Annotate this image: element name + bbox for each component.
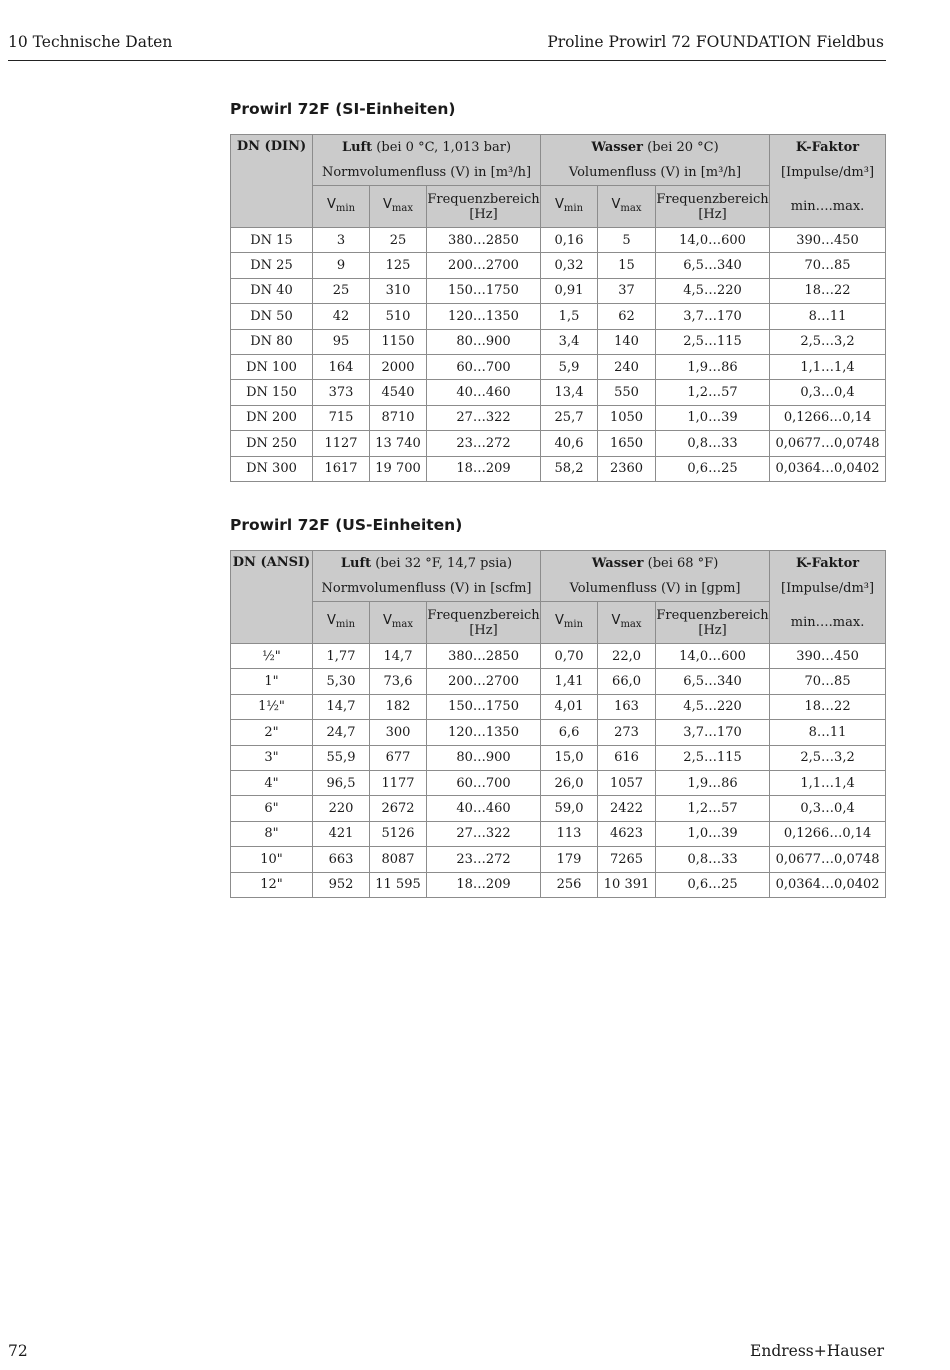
air-vmax-header: $V_{max}$ <box>370 602 427 644</box>
k-factor-cell: 18…22 <box>770 694 886 719</box>
table-row <box>231 304 886 329</box>
water-vmax-cell: 37 <box>598 278 656 303</box>
air-flow-unit-label: Normvolumenfluss (V) in [scfm] <box>313 576 541 602</box>
water-vmin-cell: 26,0 <box>541 770 598 795</box>
table-row <box>231 228 886 253</box>
water-vmax-cell: 273 <box>598 720 656 745</box>
us-table-title: Prowirl 72F (US-Einheiten) <box>230 516 463 534</box>
col-header-air: Luft (bei 32 °F, 14,7 psia) <box>313 551 541 577</box>
air-frequency-cell: 40…460 <box>427 796 541 821</box>
water-vmax-cell: 1650 <box>598 431 656 456</box>
air-vmax-cell: 11 595 <box>370 872 427 897</box>
col-header-k-factor: K-Faktor <box>770 135 886 161</box>
air-vmax-cell: 677 <box>370 745 427 770</box>
air-vmin-cell: 96,5 <box>313 770 370 795</box>
water-frequency-cell: 1,2…57 <box>656 380 770 405</box>
water-frequency-header: Frequenzbereich [Hz] <box>656 602 770 644</box>
k-factor-cell: 70…85 <box>770 669 886 694</box>
air-vmin-cell: 95 <box>313 329 370 354</box>
water-vmin-cell: 0,91 <box>541 278 598 303</box>
water-vmax-cell: 4623 <box>598 821 656 846</box>
col-header-k-factor: K-Faktor <box>770 551 886 577</box>
dn-cell: 6" <box>231 796 313 821</box>
k-factor-cell: 0,1266…0,14 <box>770 405 886 430</box>
k-factor-cell: 8…11 <box>770 720 886 745</box>
table-row <box>231 669 886 694</box>
air-frequency-cell: 27…322 <box>427 405 541 430</box>
water-vmax-cell: 62 <box>598 304 656 329</box>
water-frequency-cell: 6,5…340 <box>656 253 770 278</box>
k-factor-unit-label: [Impulse/dm³] <box>770 160 886 186</box>
air-frequency-cell: 120…1350 <box>427 720 541 745</box>
k-factor-cell: 390…450 <box>770 644 886 669</box>
si-table-title: Prowirl 72F (SI-Einheiten) <box>230 100 456 118</box>
air-vmin-cell: 715 <box>313 405 370 430</box>
k-factor-cell: 2,5…3,2 <box>770 745 886 770</box>
table-row <box>231 253 886 278</box>
water-frequency-cell: 4,5…220 <box>656 278 770 303</box>
air-vmin-cell: 5,30 <box>313 669 370 694</box>
air-frequency-header: Frequenzbereich [Hz] <box>427 602 541 644</box>
water-frequency-cell: 14,0…600 <box>656 644 770 669</box>
col-header-water: Wasser (bei 20 °C) <box>541 135 770 161</box>
col-header-dn: DN (ANSI) <box>231 551 313 644</box>
water-vmax-cell: 550 <box>598 380 656 405</box>
water-vmin-cell: 3,4 <box>541 329 598 354</box>
air-vmin-cell: 1127 <box>313 431 370 456</box>
air-vmin-header: $V_{min}$ <box>313 186 370 228</box>
air-vmin-cell: 55,9 <box>313 745 370 770</box>
air-frequency-cell: 200…2700 <box>427 669 541 694</box>
water-vmax-header: $V_{max}$ <box>598 602 656 644</box>
k-factor-unit-label: [Impulse/dm³] <box>770 576 886 602</box>
water-vmin-cell: 113 <box>541 821 598 846</box>
brand-name: Endress+Hauser <box>750 1342 884 1360</box>
air-vmax-cell: 300 <box>370 720 427 745</box>
water-frequency-cell: 0,8…33 <box>656 847 770 872</box>
air-frequency-cell: 18…209 <box>427 456 541 481</box>
air-vmax-cell: 5126 <box>370 821 427 846</box>
air-vmin-cell: 1,77 <box>313 644 370 669</box>
water-vmax-cell: 163 <box>598 694 656 719</box>
water-frequency-cell: 0,6…25 <box>656 456 770 481</box>
air-frequency-cell: 380…2850 <box>427 228 541 253</box>
si-units-table <box>230 134 886 482</box>
air-frequency-cell: 60…700 <box>427 354 541 379</box>
table-row <box>231 354 886 379</box>
water-vmin-header: $V_{min}$ <box>541 602 598 644</box>
air-vmax-header: $V_{max}$ <box>370 186 427 228</box>
k-factor-range-header: min….max. <box>770 602 886 644</box>
k-factor-cell: 390…450 <box>770 228 886 253</box>
air-vmax-cell: 14,7 <box>370 644 427 669</box>
air-frequency-cell: 27…322 <box>427 821 541 846</box>
water-vmin-cell: 0,16 <box>541 228 598 253</box>
k-factor-cell: 0,0677…0,0748 <box>770 431 886 456</box>
water-vmax-header: $V_{max}$ <box>598 186 656 228</box>
water-vmin-cell: 15,0 <box>541 745 598 770</box>
water-vmin-cell: 1,5 <box>541 304 598 329</box>
water-frequency-cell: 1,9…86 <box>656 770 770 795</box>
header-divider <box>8 60 886 61</box>
dn-cell: 1½" <box>231 694 313 719</box>
air-vmax-cell: 1150 <box>370 329 427 354</box>
table-row <box>231 405 886 430</box>
water-vmin-cell: 4,01 <box>541 694 598 719</box>
dn-cell: DN 250 <box>231 431 313 456</box>
water-flow-unit-label: Volumenfluss (V) in [m³/h] <box>541 160 770 186</box>
air-vmin-cell: 42 <box>313 304 370 329</box>
air-vmax-cell: 8087 <box>370 847 427 872</box>
air-vmax-cell: 8710 <box>370 405 427 430</box>
water-vmin-cell: 58,2 <box>541 456 598 481</box>
dn-cell: 2" <box>231 720 313 745</box>
water-vmax-cell: 22,0 <box>598 644 656 669</box>
k-factor-cell: 0,1266…0,14 <box>770 821 886 846</box>
water-vmin-cell: 1,41 <box>541 669 598 694</box>
air-vmax-cell: 2672 <box>370 796 427 821</box>
water-vmin-cell: 0,70 <box>541 644 598 669</box>
water-vmax-cell: 1057 <box>598 770 656 795</box>
water-vmin-cell: 179 <box>541 847 598 872</box>
water-vmax-cell: 2360 <box>598 456 656 481</box>
air-vmin-cell: 24,7 <box>313 720 370 745</box>
k-factor-cell: 0,3…0,4 <box>770 380 886 405</box>
air-frequency-cell: 40…460 <box>427 380 541 405</box>
air-frequency-cell: 23…272 <box>427 431 541 456</box>
dn-cell: DN 200 <box>231 405 313 430</box>
col-header-air: Luft (bei 0 °C, 1,013 bar) <box>313 135 541 161</box>
header-section-title: 10 Technische Daten <box>8 33 173 51</box>
air-vmin-cell: 373 <box>313 380 370 405</box>
water-vmin-cell: 0,32 <box>541 253 598 278</box>
water-vmax-cell: 616 <box>598 745 656 770</box>
water-vmax-cell: 2422 <box>598 796 656 821</box>
air-vmax-cell: 182 <box>370 694 427 719</box>
water-frequency-cell: 1,2…57 <box>656 796 770 821</box>
page-number: 72 <box>8 1342 28 1360</box>
air-vmax-cell: 19 700 <box>370 456 427 481</box>
table-row <box>231 745 886 770</box>
table-row <box>231 644 886 669</box>
k-factor-cell: 0,0364…0,0402 <box>770 456 886 481</box>
air-frequency-cell: 80…900 <box>427 745 541 770</box>
air-frequency-cell: 120…1350 <box>427 304 541 329</box>
water-frequency-cell: 3,7…170 <box>656 720 770 745</box>
air-frequency-cell: 200…2700 <box>427 253 541 278</box>
k-factor-cell: 0,0364…0,0402 <box>770 872 886 897</box>
air-frequency-cell: 150…1750 <box>427 694 541 719</box>
dn-cell: DN 100 <box>231 354 313 379</box>
header-document-title: Proline Prowirl 72 FOUNDATION Fieldbus <box>547 33 884 51</box>
dn-cell: DN 25 <box>231 253 313 278</box>
k-factor-cell: 2,5…3,2 <box>770 329 886 354</box>
dn-cell: 1" <box>231 669 313 694</box>
water-vmin-cell: 256 <box>541 872 598 897</box>
air-frequency-cell: 60…700 <box>427 770 541 795</box>
k-factor-range-header: min….max. <box>770 186 886 228</box>
dn-cell: 4" <box>231 770 313 795</box>
air-vmin-header: $V_{min}$ <box>313 602 370 644</box>
air-vmin-cell: 1617 <box>313 456 370 481</box>
air-frequency-header: Frequenzbereich [Hz] <box>427 186 541 228</box>
table-row <box>231 821 886 846</box>
water-vmin-cell: 6,6 <box>541 720 598 745</box>
table-row <box>231 694 886 719</box>
water-frequency-cell: 1,0…39 <box>656 405 770 430</box>
water-vmin-cell: 13,4 <box>541 380 598 405</box>
water-vmin-cell: 5,9 <box>541 354 598 379</box>
air-vmin-cell: 25 <box>313 278 370 303</box>
air-vmax-cell: 73,6 <box>370 669 427 694</box>
water-frequency-cell: 6,5…340 <box>656 669 770 694</box>
water-frequency-cell: 0,6…25 <box>656 872 770 897</box>
air-vmin-cell: 421 <box>313 821 370 846</box>
air-vmax-cell: 125 <box>370 253 427 278</box>
air-vmax-cell: 510 <box>370 304 427 329</box>
water-vmax-cell: 7265 <box>598 847 656 872</box>
col-header-dn: DN (DIN) <box>231 135 313 228</box>
water-frequency-cell: 2,5…115 <box>656 329 770 354</box>
air-frequency-cell: 380…2850 <box>427 644 541 669</box>
water-frequency-cell: 4,5…220 <box>656 694 770 719</box>
water-vmin-cell: 25,7 <box>541 405 598 430</box>
k-factor-cell: 1,1…1,4 <box>770 354 886 379</box>
dn-cell: ½" <box>231 644 313 669</box>
dn-cell: DN 50 <box>231 304 313 329</box>
k-factor-cell: 18…22 <box>770 278 886 303</box>
water-vmax-cell: 10 391 <box>598 872 656 897</box>
water-vmin-cell: 40,6 <box>541 431 598 456</box>
table-row <box>231 329 886 354</box>
air-frequency-cell: 150…1750 <box>427 278 541 303</box>
dn-cell: 8" <box>231 821 313 846</box>
air-vmin-cell: 220 <box>313 796 370 821</box>
table-row <box>231 847 886 872</box>
table-row <box>231 770 886 795</box>
water-frequency-cell: 2,5…115 <box>656 745 770 770</box>
dn-cell: DN 80 <box>231 329 313 354</box>
k-factor-cell: 0,0677…0,0748 <box>770 847 886 872</box>
table-row <box>231 278 886 303</box>
water-frequency-cell: 1,9…86 <box>656 354 770 379</box>
water-vmin-cell: 59,0 <box>541 796 598 821</box>
table-row <box>231 872 886 897</box>
dn-cell: DN 15 <box>231 228 313 253</box>
air-vmin-cell: 164 <box>313 354 370 379</box>
air-frequency-cell: 18…209 <box>427 872 541 897</box>
air-frequency-cell: 80…900 <box>427 329 541 354</box>
table-row <box>231 380 886 405</box>
air-vmax-cell: 2000 <box>370 354 427 379</box>
us-units-table <box>230 550 886 898</box>
water-vmax-cell: 15 <box>598 253 656 278</box>
air-flow-unit-label: Normvolumenfluss (V) in [m³/h] <box>313 160 541 186</box>
water-vmax-cell: 1050 <box>598 405 656 430</box>
air-vmax-cell: 310 <box>370 278 427 303</box>
dn-cell: 12" <box>231 872 313 897</box>
air-vmin-cell: 14,7 <box>313 694 370 719</box>
air-vmax-cell: 1177 <box>370 770 427 795</box>
air-vmax-cell: 4540 <box>370 380 427 405</box>
air-vmin-cell: 663 <box>313 847 370 872</box>
water-vmin-header: $V_{min}$ <box>541 186 598 228</box>
water-frequency-cell: 0,8…33 <box>656 431 770 456</box>
dn-cell: DN 150 <box>231 380 313 405</box>
water-vmax-cell: 140 <box>598 329 656 354</box>
water-frequency-cell: 1,0…39 <box>656 821 770 846</box>
col-header-water: Wasser (bei 68 °F) <box>541 551 770 577</box>
dn-cell: DN 300 <box>231 456 313 481</box>
water-frequency-cell: 3,7…170 <box>656 304 770 329</box>
table-row <box>231 431 886 456</box>
dn-cell: DN 40 <box>231 278 313 303</box>
water-frequency-cell: 14,0…600 <box>656 228 770 253</box>
air-vmax-cell: 13 740 <box>370 431 427 456</box>
air-vmin-cell: 9 <box>313 253 370 278</box>
table-row <box>231 720 886 745</box>
table-row <box>231 456 886 481</box>
air-frequency-cell: 23…272 <box>427 847 541 872</box>
air-vmin-cell: 952 <box>313 872 370 897</box>
air-vmax-cell: 25 <box>370 228 427 253</box>
dn-cell: 3" <box>231 745 313 770</box>
dn-cell: 10" <box>231 847 313 872</box>
air-vmin-cell: 3 <box>313 228 370 253</box>
table-row <box>231 796 886 821</box>
k-factor-cell: 0,3…0,4 <box>770 796 886 821</box>
water-vmax-cell: 240 <box>598 354 656 379</box>
water-frequency-header: Frequenzbereich [Hz] <box>656 186 770 228</box>
k-factor-cell: 70…85 <box>770 253 886 278</box>
water-vmax-cell: 5 <box>598 228 656 253</box>
k-factor-cell: 8…11 <box>770 304 886 329</box>
k-factor-cell: 1,1…1,4 <box>770 770 886 795</box>
water-flow-unit-label: Volumenfluss (V) in [gpm] <box>541 576 770 602</box>
water-vmax-cell: 66,0 <box>598 669 656 694</box>
